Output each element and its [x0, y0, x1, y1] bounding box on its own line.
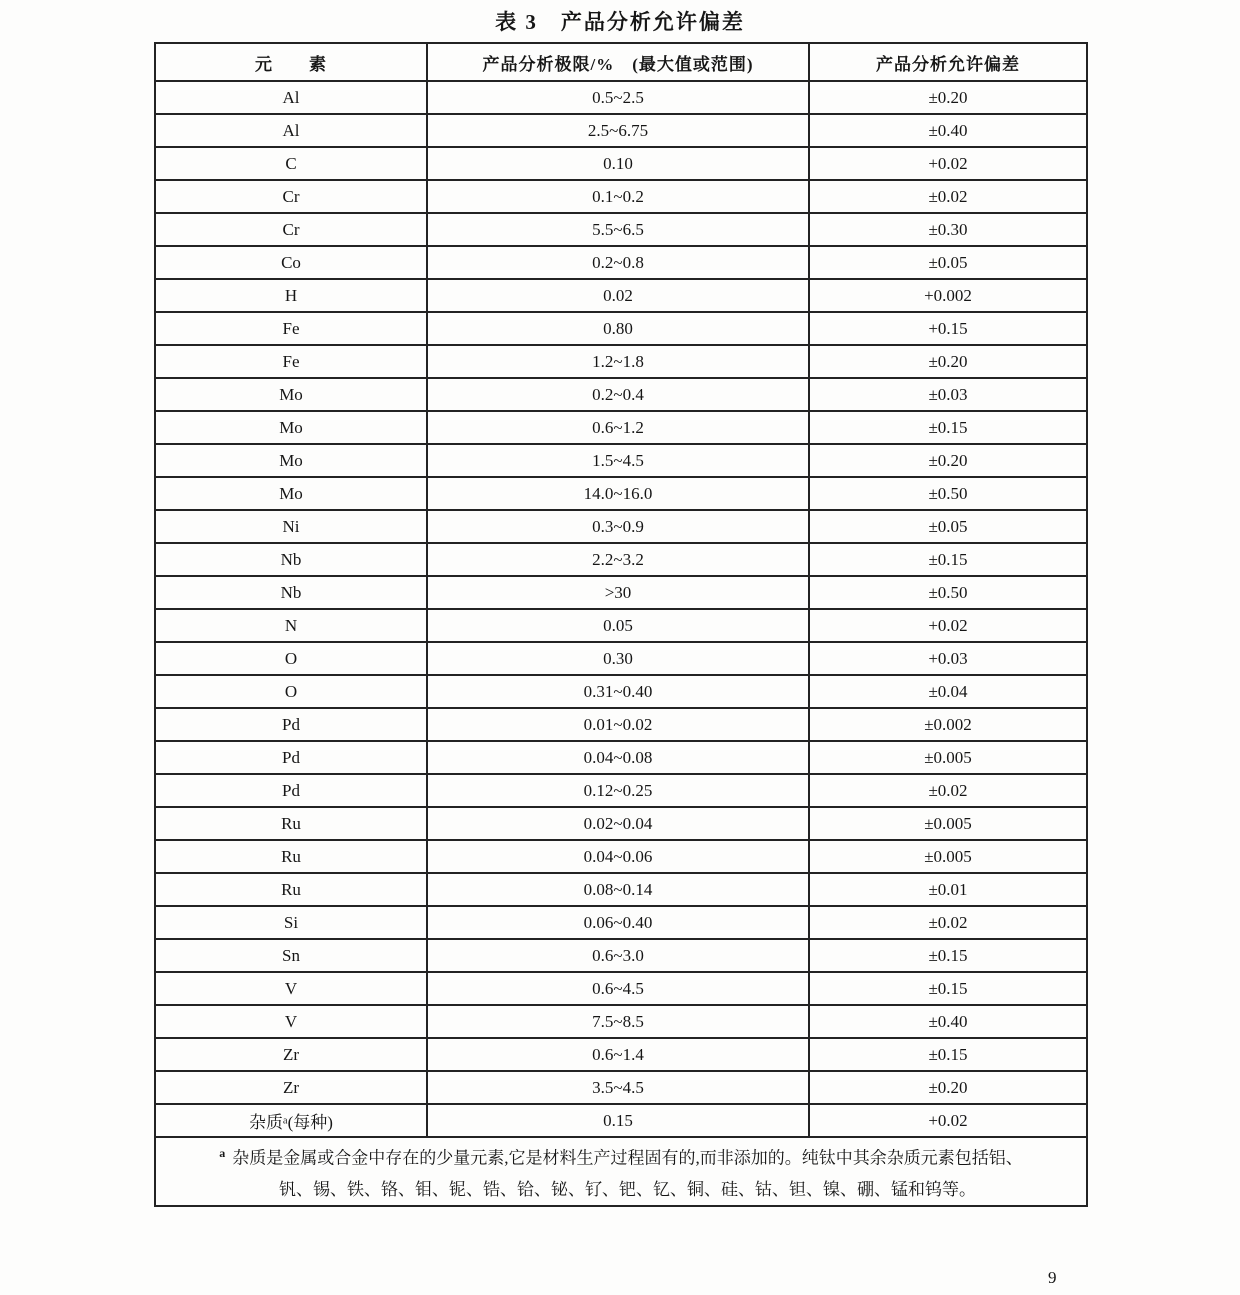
element-cell: Cr	[155, 213, 427, 246]
limit-cell: 0.01~0.02	[427, 708, 809, 741]
analysis-table	[154, 42, 1088, 1207]
limit-cell: 0.02~0.04	[427, 807, 809, 840]
table-row	[155, 312, 1087, 345]
element-cell: O	[155, 642, 427, 675]
deviation-cell: ±0.02	[809, 180, 1087, 213]
table-row	[155, 345, 1087, 378]
limit-cell: 0.12~0.25	[427, 774, 809, 807]
element-cell: Pd	[155, 774, 427, 807]
element-cell: Al	[155, 114, 427, 147]
table-row	[155, 972, 1087, 1005]
element-cell: Sn	[155, 939, 427, 972]
deviation-cell: ±0.01	[809, 873, 1087, 906]
limit-cell: 0.6~4.5	[427, 972, 809, 1005]
table-row	[155, 246, 1087, 279]
deviation-cell: ±0.20	[809, 345, 1087, 378]
deviation-cell: ±0.02	[809, 774, 1087, 807]
deviation-cell: ±0.50	[809, 477, 1087, 510]
deviation-cell: ±0.005	[809, 840, 1087, 873]
limit-cell: 0.1~0.2	[427, 180, 809, 213]
limit-cell: 0.04~0.06	[427, 840, 809, 873]
limit-cell: 0.2~0.4	[427, 378, 809, 411]
element-cell: Pd	[155, 708, 427, 741]
element-cell: V	[155, 1005, 427, 1038]
limit-cell: 1.2~1.8	[427, 345, 809, 378]
element-cell: O	[155, 675, 427, 708]
limit-cell: 0.10	[427, 147, 809, 180]
page-number: 9	[1048, 1268, 1057, 1287]
element-cell: Pd	[155, 741, 427, 774]
deviation-cell: ±0.15	[809, 1038, 1087, 1071]
limit-cell: 0.6~1.2	[427, 411, 809, 444]
deviation-cell: ±0.05	[809, 246, 1087, 279]
element-cell: Fe	[155, 345, 427, 378]
element-cell: N	[155, 609, 427, 642]
limit-cell: 0.5~2.5	[427, 81, 809, 114]
table-row	[155, 543, 1087, 576]
deviation-cell: +0.15	[809, 312, 1087, 345]
limit-cell: 0.08~0.14	[427, 873, 809, 906]
table-header-row	[155, 43, 1087, 81]
element-cell: Zr	[155, 1071, 427, 1104]
element-cell: Ru	[155, 807, 427, 840]
element-cell: Fe	[155, 312, 427, 345]
table-row	[155, 741, 1087, 774]
element-cell: Cr	[155, 180, 427, 213]
limit-cell: 0.15	[427, 1104, 809, 1137]
table-row	[155, 411, 1087, 444]
deviation-cell: ±0.15	[809, 543, 1087, 576]
table-row	[155, 147, 1087, 180]
deviation-cell: ±0.15	[809, 411, 1087, 444]
deviation-cell: ±0.005	[809, 807, 1087, 840]
element-cell: Co	[155, 246, 427, 279]
limit-cell: 14.0~16.0	[427, 477, 809, 510]
limit-cell: 0.3~0.9	[427, 510, 809, 543]
table-row	[155, 774, 1087, 807]
element-cell: Mo	[155, 444, 427, 477]
table-row	[155, 906, 1087, 939]
limit-cell: 2.5~6.75	[427, 114, 809, 147]
deviation-cell: ±0.20	[809, 81, 1087, 114]
deviation-cell: ±0.05	[809, 510, 1087, 543]
element-cell: H	[155, 279, 427, 312]
limit-cell: 1.5~4.5	[427, 444, 809, 477]
element-cell: Mo	[155, 411, 427, 444]
table-footnote	[155, 1137, 1087, 1206]
element-cell: 杂质ᵃ(每种)	[155, 1104, 427, 1137]
element-cell: Nb	[155, 576, 427, 609]
limit-cell: 2.2~3.2	[427, 543, 809, 576]
limit-cell: 7.5~8.5	[427, 1005, 809, 1038]
column-header-limit: 产品分析极限/% (最大值或范围)	[427, 43, 809, 81]
limit-cell: >30	[427, 576, 809, 609]
table-row	[155, 873, 1087, 906]
table-row	[155, 180, 1087, 213]
deviation-cell: +0.002	[809, 279, 1087, 312]
table-row	[155, 939, 1087, 972]
table-row	[155, 444, 1087, 477]
column-header-deviation: 产品分析允许偏差	[809, 43, 1087, 81]
footnote-line-1	[160, 1138, 1082, 1174]
column-header-element: 元 素	[155, 43, 427, 81]
table-row	[155, 642, 1087, 675]
limit-cell: 5.5~6.5	[427, 213, 809, 246]
element-cell: Si	[155, 906, 427, 939]
deviation-cell: ±0.15	[809, 939, 1087, 972]
limit-cell: 0.30	[427, 642, 809, 675]
element-cell: Nb	[155, 543, 427, 576]
element-cell: Mo	[155, 477, 427, 510]
deviation-cell: +0.03	[809, 642, 1087, 675]
deviation-cell: +0.02	[809, 609, 1087, 642]
deviation-cell: ±0.20	[809, 1071, 1087, 1104]
table-row	[155, 213, 1087, 246]
limit-cell: 0.04~0.08	[427, 741, 809, 774]
table-row	[155, 477, 1087, 510]
table-row	[155, 675, 1087, 708]
deviation-cell: ±0.03	[809, 378, 1087, 411]
table-row	[155, 114, 1087, 147]
element-cell: Ru	[155, 873, 427, 906]
limit-cell: 0.80	[427, 312, 809, 345]
footnote-text-1: 杂质是金属或合金中存在的少量元素,它是材料生产过程固有的,而非添加的。纯钛中其余杂质元素包括铝、	[232, 1148, 1023, 1168]
table-row	[155, 81, 1087, 114]
element-cell: Ru	[155, 840, 427, 873]
table-row	[155, 609, 1087, 642]
deviation-cell: ±0.30	[809, 213, 1087, 246]
table-row	[155, 576, 1087, 609]
deviation-cell: ±0.50	[809, 576, 1087, 609]
element-cell: Zr	[155, 1038, 427, 1071]
deviation-cell: ±0.04	[809, 675, 1087, 708]
limit-cell: 0.6~3.0	[427, 939, 809, 972]
deviation-cell: ±0.40	[809, 114, 1087, 147]
limit-cell: 0.06~0.40	[427, 906, 809, 939]
table-row	[155, 807, 1087, 840]
element-cell: Al	[155, 81, 427, 114]
element-cell: Ni	[155, 510, 427, 543]
table-row	[155, 279, 1087, 312]
deviation-cell: ±0.005	[809, 741, 1087, 774]
deviation-cell: +0.02	[809, 147, 1087, 180]
limit-cell: 0.02	[427, 279, 809, 312]
deviation-cell: ±0.20	[809, 444, 1087, 477]
table-row	[155, 1104, 1087, 1137]
table-row	[155, 1005, 1087, 1038]
table-row	[155, 510, 1087, 543]
limit-cell: 0.05	[427, 609, 809, 642]
limit-cell: 0.2~0.8	[427, 246, 809, 279]
element-cell: Mo	[155, 378, 427, 411]
page-title: 表 3 产品分析允许偏差	[495, 10, 745, 34]
table-row	[155, 840, 1087, 873]
footnote-line-2: 钒、锡、铁、铬、钼、铌、锆、铪、铋、钌、钯、钇、铜、硅、钴、钽、镍、硼、锰和钨等。	[279, 1179, 976, 1199]
limit-cell: 3.5~4.5	[427, 1071, 809, 1104]
deviation-cell: ±0.02	[809, 906, 1087, 939]
table-row	[155, 708, 1087, 741]
limit-cell: 0.6~1.4	[427, 1038, 809, 1071]
deviation-cell: ±0.40	[809, 1005, 1087, 1038]
table-row	[155, 1071, 1087, 1104]
element-cell: C	[155, 147, 427, 180]
limit-cell: 0.31~0.40	[427, 675, 809, 708]
footnote-marker: a	[219, 1146, 226, 1160]
table-footnote-row	[155, 1137, 1087, 1206]
element-cell: V	[155, 972, 427, 1005]
table-row	[155, 378, 1087, 411]
table-row	[155, 1038, 1087, 1071]
deviation-cell: ±0.002	[809, 708, 1087, 741]
deviation-cell: ±0.15	[809, 972, 1087, 1005]
deviation-cell: +0.02	[809, 1104, 1087, 1137]
